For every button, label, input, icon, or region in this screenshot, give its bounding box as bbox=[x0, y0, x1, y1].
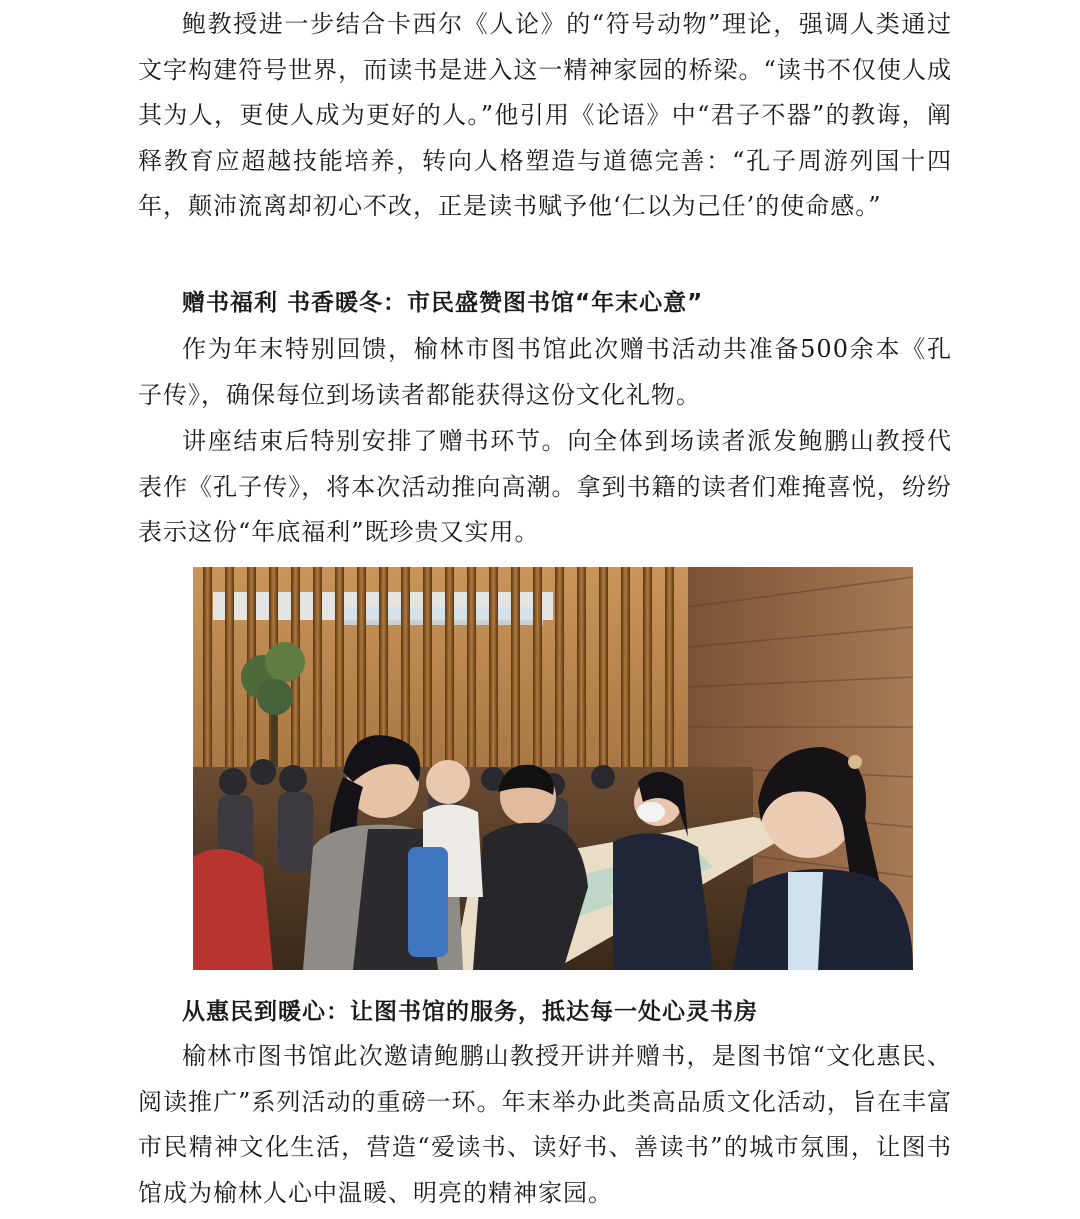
wood-slat bbox=[533, 567, 542, 797]
paragraph-gift-session: 讲座结束后特别安排了赠书环节。向全体到场读者派发鲍鹏山教授代表作《孔子传》，将本次活动推向高潮。拿到书籍的读者们难掩喜悦，纷纷表示这份“年底福利”既珍贵又实用。 bbox=[138, 427, 952, 547]
wood-slat bbox=[467, 567, 476, 797]
section-heading-service: 从惠民到暖心：让图书馆的服务，抵达每一处心灵书房 bbox=[182, 999, 758, 1025]
section-heading-book-gift: 赠书福利 书香暖冬：市民盛赞图书馆“年末心意” bbox=[182, 290, 704, 316]
wood-slat bbox=[203, 567, 212, 797]
wood-slat bbox=[599, 567, 608, 797]
paragraph-library-mission: 榆林市图书馆此次邀请鲍鹏山教授开讲并赠书，是图书馆“文化惠民、阅读推广”系列活动的重磅一环。年末举办此类高品质文化活动，旨在丰富市民精神文化生活，营造“爱读书、读好书、善读书”的城市氛围，让图书馆成为榆林人心中温暖、明亮的精神家园。 bbox=[138, 1042, 952, 1207]
wood-slat bbox=[335, 567, 344, 797]
paragraph-semiotics: 鲍教授进一步结合卡西尔《人论》的“符号动物”理论，强调人类通过文字构建符号世界，而读书是进入这一精神家园的桥梁。“读书不仅使人成其为人，更使人成为更好的人。”他引用《论语》中“君子不器”的教诲，阐释教育应超越技能培养，转向人格塑造与道德完善：“孔子周游列国十四年，颠沛流离却初心不改，正是读书赋予他‘仁以为己任’的使命感。” bbox=[138, 10, 952, 221]
event-photo bbox=[193, 567, 913, 970]
wood-slat bbox=[665, 567, 674, 797]
paragraph-gift-details: 作为年末特别回馈，榆林市图书馆此次赠书活动共准备500余本《孔子传》，确保每位到场读者都能获得这份文化礼物。 bbox=[138, 335, 952, 409]
event-photo-illustration bbox=[193, 567, 913, 970]
